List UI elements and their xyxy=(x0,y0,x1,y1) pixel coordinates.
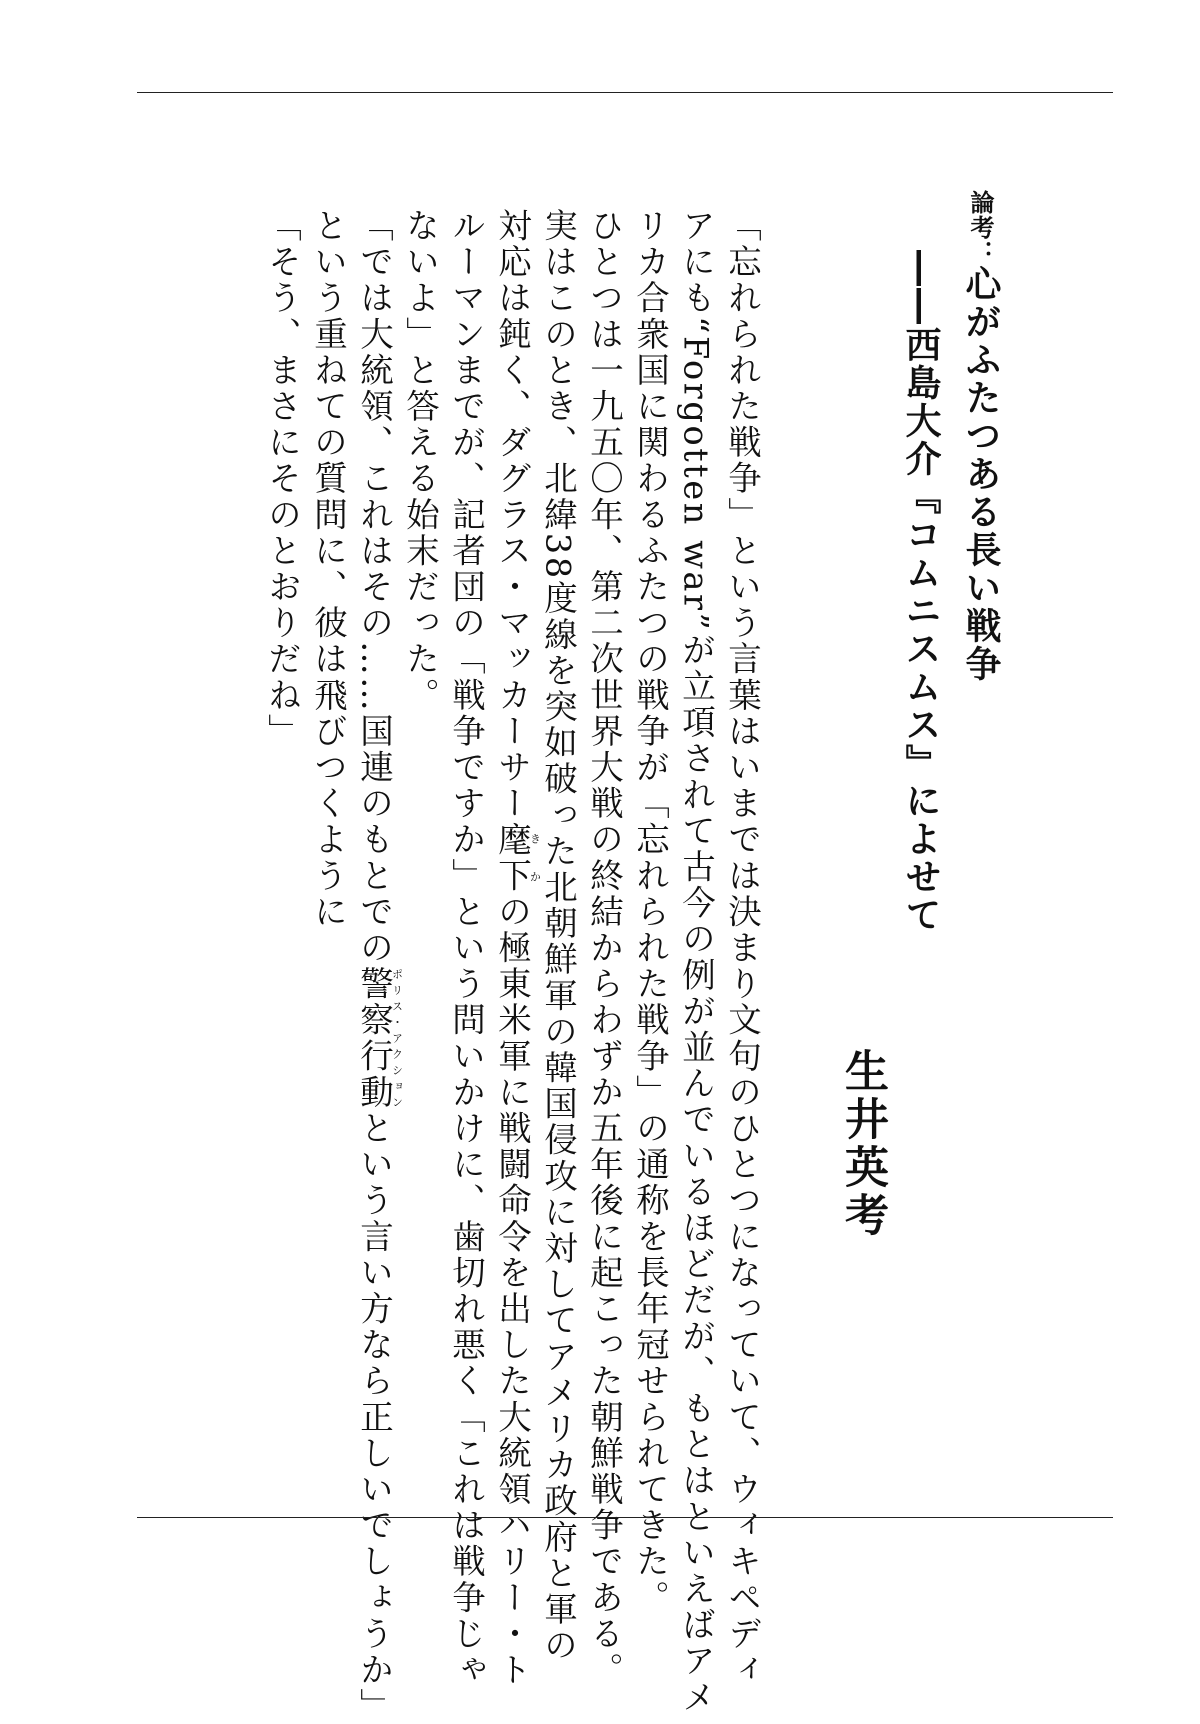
body-line-3: リカ合衆国に関わるふたつの戦争が「忘れられた戦争」の通称を長年冠せられてきた。 xyxy=(630,208,670,1616)
title-main: 心がふたつある長い戦争 xyxy=(960,265,1001,683)
author-name: 生井英考 xyxy=(837,1048,888,1240)
ruby-police-action xyxy=(354,966,404,1111)
body-line-11: 「そう、まさにそのとおりだね」 xyxy=(262,208,302,750)
body-line-9-tail: という言い方なら正しいでしょうか」 xyxy=(354,1110,394,1724)
bottom-rule xyxy=(137,1517,1113,1518)
body-line-9 xyxy=(354,208,404,1724)
body-line-6 xyxy=(492,208,542,1689)
body-line-7: ルーマンまでが、記者団の「戦争ですか」という問いかけに、歯切れ悪く「これは戦争じゃ xyxy=(446,208,486,1689)
body-line-9-head: 「では大統領、これはその……国連のもとでの xyxy=(354,208,394,967)
body-line-8: ないよ」と答える始末だった。 xyxy=(400,208,440,714)
body-line-10: という重ねての質問に、彼は飛びつくように xyxy=(308,208,348,930)
body-line-6-tail: の極東米軍に戦闘命令を出した大統領ハリー・ト xyxy=(492,893,532,1689)
ruby-police-reading: ポリス・アクション xyxy=(390,966,404,1111)
title-prefix: 論考： xyxy=(966,190,994,265)
body-line-1: 「忘れられた戦争」という言葉はいまでは決まり文句のひとつになっていて、ウィキペディ xyxy=(722,208,762,1689)
article-title xyxy=(955,190,1006,683)
article-subtitle: ――西島大介『コムニスムス』によせて xyxy=(900,250,941,934)
ruby-kika-reading: きか xyxy=(528,821,542,894)
ruby-kika-base: 麾下 xyxy=(492,821,532,894)
ruby-police-base: 警察行動 xyxy=(354,966,394,1111)
body-line-5: 実はこのとき、北緯38度線を突如破った北朝鮮軍の韓国侵攻に対してアメリカ政府と軍の xyxy=(538,208,578,1664)
top-rule xyxy=(137,92,1113,93)
body-line-6-head: 対応は鈍く、ダグラス・マッカーサー xyxy=(492,208,532,822)
body-line-2: アにも“Forgotten war”が立項されて古今の例が並んでいるほどだが、もとはといえばアメ xyxy=(676,208,716,1716)
body-line-4: ひとつは一九五〇年、第二次世界大戦の終結からわずか五年後に起こった朝鮮戦争である。 xyxy=(584,208,624,1689)
ruby-kika xyxy=(492,821,542,894)
